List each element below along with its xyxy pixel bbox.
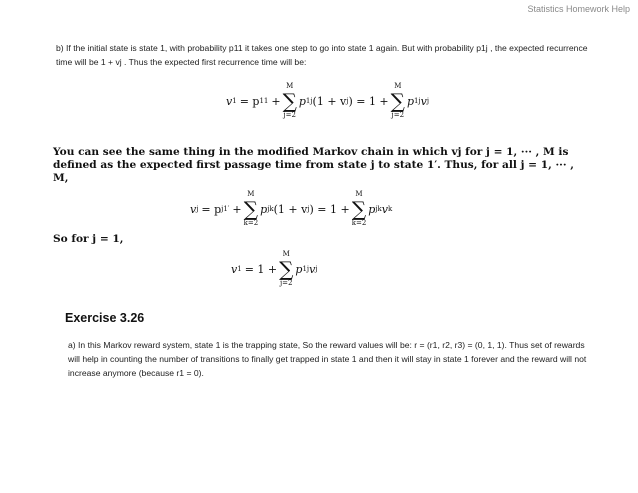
site-title: Statistics Homework Help — [527, 4, 630, 14]
equation-2: v j = p j1′ + M ∑ k=2 p jk (1 + v j ) = 1 + M ∑ k=2 p jk v k — [190, 190, 393, 227]
eq2-term1: p — [260, 202, 268, 216]
eq1-term2-v-sub: j — [426, 97, 429, 105]
eq3-sum-top: M — [282, 250, 290, 258]
eq3-sum-bottom: j=2 — [280, 279, 293, 287]
equation-3 — [231, 250, 317, 288]
eq2-term2: p — [368, 202, 376, 216]
eq1-mid: ) = 1 + — [348, 94, 389, 108]
eq2-part1: = p — [201, 202, 222, 216]
eq1-sum-1-bottom: j=2 — [283, 111, 296, 119]
eq1-part1-sub: 11 — [259, 97, 269, 105]
so-for-line: So for j = 1, — [53, 233, 124, 245]
eq1-term1-rest-sub: j — [346, 97, 349, 105]
eq2-part1-sub: j1′ — [221, 205, 230, 213]
equation-1: v 1 = p 11 + M ∑ j=2 p 1j (1 + v j ) = 1 + M ∑ j=2 p 1j v j — [226, 82, 429, 119]
eq3-lhs: v — [231, 262, 238, 276]
eq1-term2-sub: 1j — [413, 97, 421, 105]
sigma-icon: ∑ — [243, 197, 259, 221]
eq1-term2-v: v — [420, 94, 427, 108]
sigma-icon: ∑ — [282, 89, 297, 113]
eq2-term2-sub: jk — [375, 205, 382, 213]
eq3-term-sub: 1j — [302, 265, 310, 273]
eq1-sum-2-bottom: j=2 — [391, 111, 405, 119]
eq2-term2-v-sub: k — [387, 205, 393, 213]
eq2-lhs-sub: j — [196, 205, 199, 213]
eq1-lhs-sub: 1 — [232, 97, 237, 105]
eq2-mid: ) = 1 + — [309, 202, 350, 216]
eq2-sum-2 — [352, 190, 367, 228]
eq2-term1-rest-sub: j — [307, 205, 310, 213]
sigma-icon: ∑ — [279, 257, 294, 281]
eq2-sum-1-bottom: k=2 — [243, 219, 259, 227]
exercise-title: Exercise 3.26 — [65, 311, 145, 325]
eq3-term: p — [295, 262, 303, 276]
exercise-answer: a) In this Markov reward system, state 1 is the trapping state, So the reward values will be: r = (r1, r2, r3) = (0, 1, 1). Thus set of rewards will help in counting the number of transitions to finally get trapped in state 1 and then it will stay in state 1 forever and the reward will not increase anymore (because r1 = 0). — [68, 340, 587, 378]
eq1-term2: p — [406, 94, 414, 108]
eq2-sum-2-top: M — [355, 190, 363, 198]
eq1-term1-rest: (1 + v — [312, 94, 347, 108]
eq2-term2-v: v — [381, 202, 388, 216]
eq2-term1-sub: jk — [267, 205, 274, 213]
eq3-lhs-sub: 1 — [237, 265, 242, 273]
intro-paragraph: b) If the initial state is state 1, with probability p11 it takes one step to go into state 1 again. But with probability p1j , the expected recurrence time will be 1 + vj . Thus the expected first recurrence time will be: — [56, 43, 588, 67]
eq1-term1: p — [298, 94, 306, 108]
eq3-sum — [279, 250, 293, 288]
eq1-sum-2-top: M — [394, 82, 402, 90]
eq2-sum-2-bottom: k=2 — [351, 219, 367, 227]
eq1-sum-1 — [283, 82, 297, 120]
eq1-sum-1-top: M — [286, 82, 294, 90]
sigma-icon: ∑ — [390, 89, 405, 113]
eq2-sum-1-top: M — [247, 190, 255, 198]
eq1-part1: = p — [239, 94, 260, 108]
sigma-icon: ∑ — [351, 197, 367, 221]
eq2-sum-1 — [244, 190, 259, 228]
eq3-part1: = 1 + — [244, 262, 278, 276]
eq1-sum-2 — [391, 82, 405, 120]
eq3-term-v-sub: j — [315, 265, 318, 273]
eq2-term1-rest: (1 + v — [273, 202, 308, 216]
eq1-lhs: v — [226, 94, 233, 108]
eq3-term-v: v — [309, 262, 316, 276]
scanned-paragraph: You can see the same thing in the modified Markov chain in which vj for j = 1, ··· , M is defined as the expected first passage time from state j to state 1′. Thus, for all j = 1, ··· , M, — [53, 146, 574, 184]
eq1-term1-sub: 1j — [305, 97, 313, 105]
eq2-lhs: v — [190, 202, 197, 216]
